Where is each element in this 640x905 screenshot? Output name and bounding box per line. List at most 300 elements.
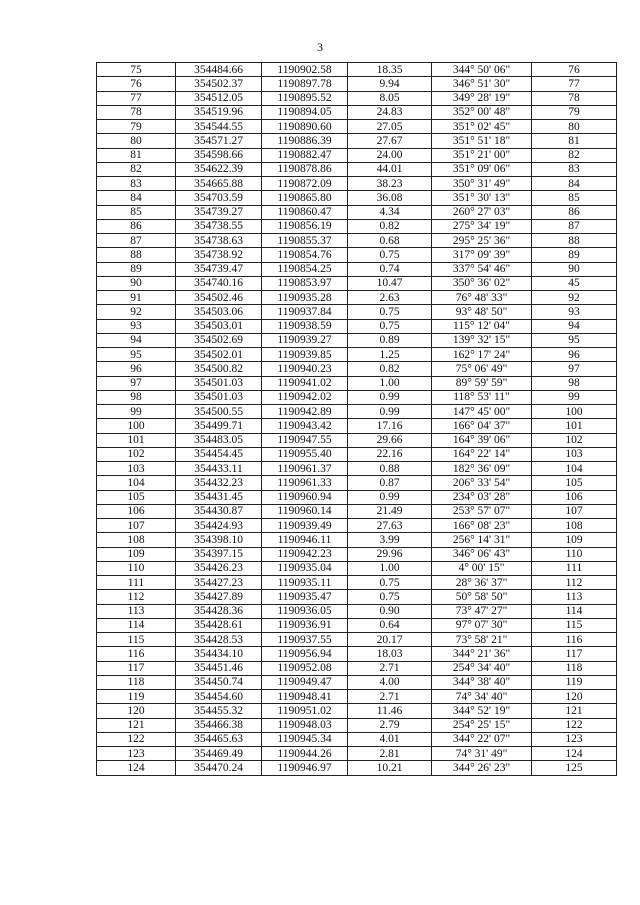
y-coordinate-cell: 1190936.05 — [262, 604, 348, 618]
distance-cell: 0.89 — [348, 333, 432, 347]
bearing-cell: 89° 59' 59" — [432, 376, 532, 390]
point-number-cell: 78 — [97, 105, 176, 119]
y-coordinate-cell: 1190882.47 — [262, 148, 348, 162]
y-coordinate-cell: 1190952.08 — [262, 661, 348, 675]
distance-cell: 10.21 — [348, 761, 432, 775]
distance-cell: 18.03 — [348, 647, 432, 661]
y-coordinate-cell: 1190956.94 — [262, 647, 348, 661]
point-number-cell: 124 — [97, 761, 176, 775]
bearing-cell: 352° 00' 48" — [432, 105, 532, 119]
next-point-cell: 45 — [532, 276, 617, 290]
y-coordinate-cell: 1190960.94 — [262, 490, 348, 504]
distance-cell: 27.67 — [348, 134, 432, 148]
table-row — [97, 504, 617, 518]
table-row — [97, 433, 617, 447]
bearing-cell: 344° 50' 06" — [432, 63, 532, 77]
point-number-cell: 97 — [97, 376, 176, 390]
x-coordinate-cell: 354499.71 — [176, 419, 262, 433]
point-number-cell: 106 — [97, 504, 176, 518]
point-number-cell: 117 — [97, 661, 176, 675]
y-coordinate-cell: 1190894.05 — [262, 105, 348, 119]
bearing-cell: 50° 58' 50" — [432, 590, 532, 604]
distance-cell: 2.71 — [348, 661, 432, 675]
x-coordinate-cell: 354430.87 — [176, 504, 262, 518]
y-coordinate-cell: 1190955.40 — [262, 447, 348, 461]
table-row — [97, 661, 617, 675]
next-point-cell: 100 — [532, 405, 617, 419]
table-row — [97, 390, 617, 404]
point-number-cell: 87 — [97, 234, 176, 248]
table-row — [97, 219, 617, 233]
point-number-cell: 108 — [97, 533, 176, 547]
point-number-cell: 102 — [97, 447, 176, 461]
x-coordinate-cell: 354451.46 — [176, 661, 262, 675]
next-point-cell: 79 — [532, 105, 617, 119]
y-coordinate-cell: 1190872.09 — [262, 177, 348, 191]
distance-cell: 0.82 — [348, 362, 432, 376]
point-number-cell: 91 — [97, 291, 176, 305]
bearing-cell: 74° 31' 49" — [432, 747, 532, 761]
table-row — [97, 191, 617, 205]
point-number-cell: 109 — [97, 547, 176, 561]
y-coordinate-cell: 1190886.39 — [262, 134, 348, 148]
next-point-cell: 117 — [532, 647, 617, 661]
bearing-cell: 344° 26' 23" — [432, 761, 532, 775]
table-row — [97, 490, 617, 504]
distance-cell: 21.49 — [348, 504, 432, 518]
point-number-cell: 92 — [97, 305, 176, 319]
x-coordinate-cell: 354500.82 — [176, 362, 262, 376]
distance-cell: 1.25 — [348, 348, 432, 362]
distance-cell: 27.05 — [348, 120, 432, 134]
next-point-cell: 114 — [532, 604, 617, 618]
y-coordinate-cell: 1190937.55 — [262, 633, 348, 647]
x-coordinate-cell: 354622.39 — [176, 162, 262, 176]
bearing-cell: 350° 36' 02" — [432, 276, 532, 290]
distance-cell: 4.01 — [348, 732, 432, 746]
y-coordinate-cell: 1190935.47 — [262, 590, 348, 604]
distance-cell: 38.23 — [348, 177, 432, 191]
bearing-cell: 28° 36' 37" — [432, 576, 532, 590]
table-row — [97, 647, 617, 661]
next-point-cell: 101 — [532, 419, 617, 433]
next-point-cell: 84 — [532, 177, 617, 191]
y-coordinate-cell: 1190937.84 — [262, 305, 348, 319]
next-point-cell: 123 — [532, 732, 617, 746]
point-number-cell: 83 — [97, 177, 176, 191]
x-coordinate-cell: 354503.01 — [176, 319, 262, 333]
point-number-cell: 79 — [97, 120, 176, 134]
next-point-cell: 80 — [532, 120, 617, 134]
table-row — [97, 718, 617, 732]
y-coordinate-cell: 1190946.97 — [262, 761, 348, 775]
next-point-cell: 98 — [532, 376, 617, 390]
next-point-cell: 113 — [532, 590, 617, 604]
distance-cell: 20.17 — [348, 633, 432, 647]
distance-cell: 0.87 — [348, 476, 432, 490]
x-coordinate-cell: 354665.88 — [176, 177, 262, 191]
bearing-cell: 162° 17' 24" — [432, 348, 532, 362]
y-coordinate-cell: 1190902.58 — [262, 63, 348, 77]
distance-cell: 0.75 — [348, 305, 432, 319]
table-row — [97, 590, 617, 604]
x-coordinate-cell: 354739.47 — [176, 262, 262, 276]
next-point-cell: 112 — [532, 576, 617, 590]
y-coordinate-cell: 1190936.91 — [262, 618, 348, 632]
table-row — [97, 362, 617, 376]
y-coordinate-cell: 1190856.19 — [262, 219, 348, 233]
y-coordinate-cell: 1190961.33 — [262, 476, 348, 490]
table-row — [97, 690, 617, 704]
bearing-cell: 349° 28' 19" — [432, 91, 532, 105]
distance-cell: 27.63 — [348, 519, 432, 533]
next-point-cell: 111 — [532, 561, 617, 575]
y-coordinate-cell: 1190895.52 — [262, 91, 348, 105]
table-row — [97, 77, 617, 91]
table-row — [97, 376, 617, 390]
x-coordinate-cell: 354428.53 — [176, 633, 262, 647]
point-number-cell: 84 — [97, 191, 176, 205]
point-number-cell: 103 — [97, 462, 176, 476]
next-point-cell: 83 — [532, 162, 617, 176]
y-coordinate-cell: 1190961.37 — [262, 462, 348, 476]
distance-cell: 29.66 — [348, 433, 432, 447]
table-row — [97, 576, 617, 590]
y-coordinate-cell: 1190951.02 — [262, 704, 348, 718]
bearing-cell: 166° 08' 23" — [432, 519, 532, 533]
x-coordinate-cell: 354502.46 — [176, 291, 262, 305]
point-number-cell: 123 — [97, 747, 176, 761]
coordinates-table-body — [97, 63, 617, 776]
distance-cell: 0.90 — [348, 604, 432, 618]
table-row — [97, 561, 617, 575]
point-number-cell: 99 — [97, 405, 176, 419]
table-row — [97, 405, 617, 419]
x-coordinate-cell: 354433.11 — [176, 462, 262, 476]
table-row — [97, 761, 617, 775]
next-point-cell: 115 — [532, 618, 617, 632]
point-number-cell: 85 — [97, 205, 176, 219]
point-number-cell: 101 — [97, 433, 176, 447]
x-coordinate-cell: 354519.96 — [176, 105, 262, 119]
point-number-cell: 107 — [97, 519, 176, 533]
distance-cell: 0.88 — [348, 462, 432, 476]
point-number-cell: 95 — [97, 348, 176, 362]
table-row — [97, 633, 617, 647]
point-number-cell: 113 — [97, 604, 176, 618]
x-coordinate-cell: 354738.63 — [176, 234, 262, 248]
point-number-cell: 90 — [97, 276, 176, 290]
point-number-cell: 76 — [97, 77, 176, 91]
next-point-cell: 118 — [532, 661, 617, 675]
y-coordinate-cell: 1190865.80 — [262, 191, 348, 205]
distance-cell: 36.08 — [348, 191, 432, 205]
x-coordinate-cell: 354598.66 — [176, 148, 262, 162]
point-number-cell: 112 — [97, 590, 176, 604]
distance-cell: 10.47 — [348, 276, 432, 290]
x-coordinate-cell: 354738.55 — [176, 219, 262, 233]
next-point-cell: 97 — [532, 362, 617, 376]
next-point-cell: 96 — [532, 348, 617, 362]
next-point-cell: 106 — [532, 490, 617, 504]
point-number-cell: 88 — [97, 248, 176, 262]
bearing-cell: 115° 12' 04" — [432, 319, 532, 333]
x-coordinate-cell: 354502.37 — [176, 77, 262, 91]
distance-cell: 1.00 — [348, 561, 432, 575]
table-row — [97, 618, 617, 632]
table-row — [97, 604, 617, 618]
bearing-cell: 260° 27' 03" — [432, 205, 532, 219]
next-point-cell: 82 — [532, 148, 617, 162]
bearing-cell: 147° 45' 00" — [432, 405, 532, 419]
point-number-cell: 82 — [97, 162, 176, 176]
point-number-cell: 120 — [97, 704, 176, 718]
next-point-cell: 99 — [532, 390, 617, 404]
x-coordinate-cell: 354426.23 — [176, 561, 262, 575]
distance-cell: 0.99 — [348, 490, 432, 504]
table-row — [97, 148, 617, 162]
x-coordinate-cell: 354739.27 — [176, 205, 262, 219]
distance-cell: 0.99 — [348, 405, 432, 419]
bearing-cell: 350° 31' 49" — [432, 177, 532, 191]
point-number-cell: 121 — [97, 718, 176, 732]
next-point-cell: 104 — [532, 462, 617, 476]
distance-cell: 0.68 — [348, 234, 432, 248]
next-point-cell: 90 — [532, 262, 617, 276]
y-coordinate-cell: 1190938.59 — [262, 319, 348, 333]
next-point-cell: 93 — [532, 305, 617, 319]
next-point-cell: 110 — [532, 547, 617, 561]
next-point-cell: 78 — [532, 91, 617, 105]
table-row — [97, 120, 617, 134]
y-coordinate-cell: 1190854.76 — [262, 248, 348, 262]
next-point-cell: 102 — [532, 433, 617, 447]
distance-cell: 2.79 — [348, 718, 432, 732]
y-coordinate-cell: 1190942.23 — [262, 547, 348, 561]
next-point-cell: 86 — [532, 205, 617, 219]
x-coordinate-cell: 354470.24 — [176, 761, 262, 775]
point-number-cell: 77 — [97, 91, 176, 105]
x-coordinate-cell: 354455.32 — [176, 704, 262, 718]
table-row — [97, 675, 617, 689]
next-point-cell: 107 — [532, 504, 617, 518]
point-number-cell: 118 — [97, 675, 176, 689]
distance-cell: 29.96 — [348, 547, 432, 561]
table-row — [97, 519, 617, 533]
next-point-cell: 122 — [532, 718, 617, 732]
bearing-cell: 118° 53' 11" — [432, 390, 532, 404]
x-coordinate-cell: 354427.23 — [176, 576, 262, 590]
bearing-cell: 4° 00' 15" — [432, 561, 532, 575]
bearing-cell: 75° 06' 49" — [432, 362, 532, 376]
distance-cell: 2.81 — [348, 747, 432, 761]
y-coordinate-cell: 1190860.47 — [262, 205, 348, 219]
distance-cell: 2.71 — [348, 690, 432, 704]
y-coordinate-cell: 1190855.37 — [262, 234, 348, 248]
x-coordinate-cell: 354502.69 — [176, 333, 262, 347]
bearing-cell: 206° 33' 54" — [432, 476, 532, 490]
x-coordinate-cell: 354483.05 — [176, 433, 262, 447]
next-point-cell: 89 — [532, 248, 617, 262]
distance-cell: 0.64 — [348, 618, 432, 632]
x-coordinate-cell: 354454.45 — [176, 447, 262, 461]
next-point-cell: 124 — [532, 747, 617, 761]
bearing-cell: 344° 22' 07" — [432, 732, 532, 746]
x-coordinate-cell: 354500.55 — [176, 405, 262, 419]
table-row — [97, 248, 617, 262]
bearing-cell: 254° 34' 40" — [432, 661, 532, 675]
bearing-cell: 254° 25' 15" — [432, 718, 532, 732]
point-number-cell: 75 — [97, 63, 176, 77]
x-coordinate-cell: 354450.74 — [176, 675, 262, 689]
y-coordinate-cell: 1190944.26 — [262, 747, 348, 761]
bearing-cell: 275° 34' 19" — [432, 219, 532, 233]
y-coordinate-cell: 1190853.97 — [262, 276, 348, 290]
y-coordinate-cell: 1190941.02 — [262, 376, 348, 390]
bearing-cell: 351° 21' 00" — [432, 148, 532, 162]
next-point-cell: 85 — [532, 191, 617, 205]
point-number-cell: 110 — [97, 561, 176, 575]
page-number: 3 — [317, 40, 323, 54]
bearing-cell: 337° 54' 46" — [432, 262, 532, 276]
y-coordinate-cell: 1190890.60 — [262, 120, 348, 134]
bearing-cell: 166° 04' 37" — [432, 419, 532, 433]
next-point-cell: 92 — [532, 291, 617, 305]
x-coordinate-cell: 354501.03 — [176, 376, 262, 390]
table-row — [97, 291, 617, 305]
y-coordinate-cell: 1190947.55 — [262, 433, 348, 447]
x-coordinate-cell: 354434.10 — [176, 647, 262, 661]
table-row — [97, 276, 617, 290]
point-number-cell: 94 — [97, 333, 176, 347]
x-coordinate-cell: 354432.23 — [176, 476, 262, 490]
next-point-cell: 81 — [532, 134, 617, 148]
table-row — [97, 476, 617, 490]
x-coordinate-cell: 354428.36 — [176, 604, 262, 618]
next-point-cell: 88 — [532, 234, 617, 248]
table-row — [97, 234, 617, 248]
x-coordinate-cell: 354424.93 — [176, 519, 262, 533]
distance-cell: 22.16 — [348, 447, 432, 461]
bearing-cell: 317° 09' 39" — [432, 248, 532, 262]
distance-cell: 0.75 — [348, 319, 432, 333]
x-coordinate-cell: 354398.10 — [176, 533, 262, 547]
distance-cell: 24.83 — [348, 105, 432, 119]
bearing-cell: 164° 22' 14" — [432, 447, 532, 461]
point-number-cell: 122 — [97, 732, 176, 746]
table-row — [97, 134, 617, 148]
distance-cell: 0.82 — [348, 219, 432, 233]
x-coordinate-cell: 354571.27 — [176, 134, 262, 148]
y-coordinate-cell: 1190939.49 — [262, 519, 348, 533]
bearing-cell: 73° 47' 27" — [432, 604, 532, 618]
next-point-cell: 77 — [532, 77, 617, 91]
point-number-cell: 86 — [97, 219, 176, 233]
y-coordinate-cell: 1190948.41 — [262, 690, 348, 704]
point-number-cell: 116 — [97, 647, 176, 661]
x-coordinate-cell: 354431.45 — [176, 490, 262, 504]
next-point-cell: 95 — [532, 333, 617, 347]
distance-cell: 0.99 — [348, 390, 432, 404]
x-coordinate-cell: 354454.60 — [176, 690, 262, 704]
bearing-cell: 346° 51' 30" — [432, 77, 532, 91]
distance-cell: 0.75 — [348, 248, 432, 262]
y-coordinate-cell: 1190949.47 — [262, 675, 348, 689]
y-coordinate-cell: 1190942.02 — [262, 390, 348, 404]
distance-cell: 8.05 — [348, 91, 432, 105]
bearing-cell: 256° 14' 31" — [432, 533, 532, 547]
table-row — [97, 305, 617, 319]
bearing-cell: 346° 06' 43" — [432, 547, 532, 561]
bearing-cell: 351° 02' 45" — [432, 120, 532, 134]
y-coordinate-cell: 1190946.11 — [262, 533, 348, 547]
bearing-cell: 253° 57' 07" — [432, 504, 532, 518]
x-coordinate-cell: 354502.01 — [176, 348, 262, 362]
table-row — [97, 462, 617, 476]
distance-cell: 18.35 — [348, 63, 432, 77]
x-coordinate-cell: 354397.15 — [176, 547, 262, 561]
distance-cell: 0.75 — [348, 576, 432, 590]
table-row — [97, 704, 617, 718]
y-coordinate-cell: 1190935.28 — [262, 291, 348, 305]
table-row — [97, 319, 617, 333]
next-point-cell: 87 — [532, 219, 617, 233]
distance-cell: 44.01 — [348, 162, 432, 176]
distance-cell: 11.46 — [348, 704, 432, 718]
table-row — [97, 348, 617, 362]
point-number-cell: 105 — [97, 490, 176, 504]
x-coordinate-cell: 354703.59 — [176, 191, 262, 205]
x-coordinate-cell: 354484.66 — [176, 63, 262, 77]
bearing-cell: 164° 39' 06" — [432, 433, 532, 447]
x-coordinate-cell: 354503.06 — [176, 305, 262, 319]
x-coordinate-cell: 354465.63 — [176, 732, 262, 746]
bearing-cell: 351° 51' 18" — [432, 134, 532, 148]
next-point-cell: 121 — [532, 704, 617, 718]
distance-cell: 4.34 — [348, 205, 432, 219]
point-number-cell: 119 — [97, 690, 176, 704]
point-number-cell: 104 — [97, 476, 176, 490]
point-number-cell: 93 — [97, 319, 176, 333]
table-row — [97, 333, 617, 347]
y-coordinate-cell: 1190948.03 — [262, 718, 348, 732]
next-point-cell: 105 — [532, 476, 617, 490]
point-number-cell: 111 — [97, 576, 176, 590]
x-coordinate-cell: 354738.92 — [176, 248, 262, 262]
bearing-cell: 76° 48' 33" — [432, 291, 532, 305]
distance-cell: 1.00 — [348, 376, 432, 390]
point-number-cell: 100 — [97, 419, 176, 433]
table-row — [97, 533, 617, 547]
coordinates-table — [96, 62, 617, 776]
y-coordinate-cell: 1190943.42 — [262, 419, 348, 433]
y-coordinate-cell: 1190897.78 — [262, 77, 348, 91]
bearing-cell: 93° 48' 50" — [432, 305, 532, 319]
point-number-cell: 80 — [97, 134, 176, 148]
y-coordinate-cell: 1190960.14 — [262, 504, 348, 518]
bearing-cell: 234° 03' 28" — [432, 490, 532, 504]
x-coordinate-cell: 354469.49 — [176, 747, 262, 761]
bearing-cell: 97° 07' 30" — [432, 618, 532, 632]
distance-cell: 3.99 — [348, 533, 432, 547]
table-row — [97, 262, 617, 276]
point-number-cell: 81 — [97, 148, 176, 162]
table-row — [97, 177, 617, 191]
next-point-cell: 109 — [532, 533, 617, 547]
bearing-cell: 351° 30' 13" — [432, 191, 532, 205]
point-number-cell: 98 — [97, 390, 176, 404]
table-row — [97, 419, 617, 433]
